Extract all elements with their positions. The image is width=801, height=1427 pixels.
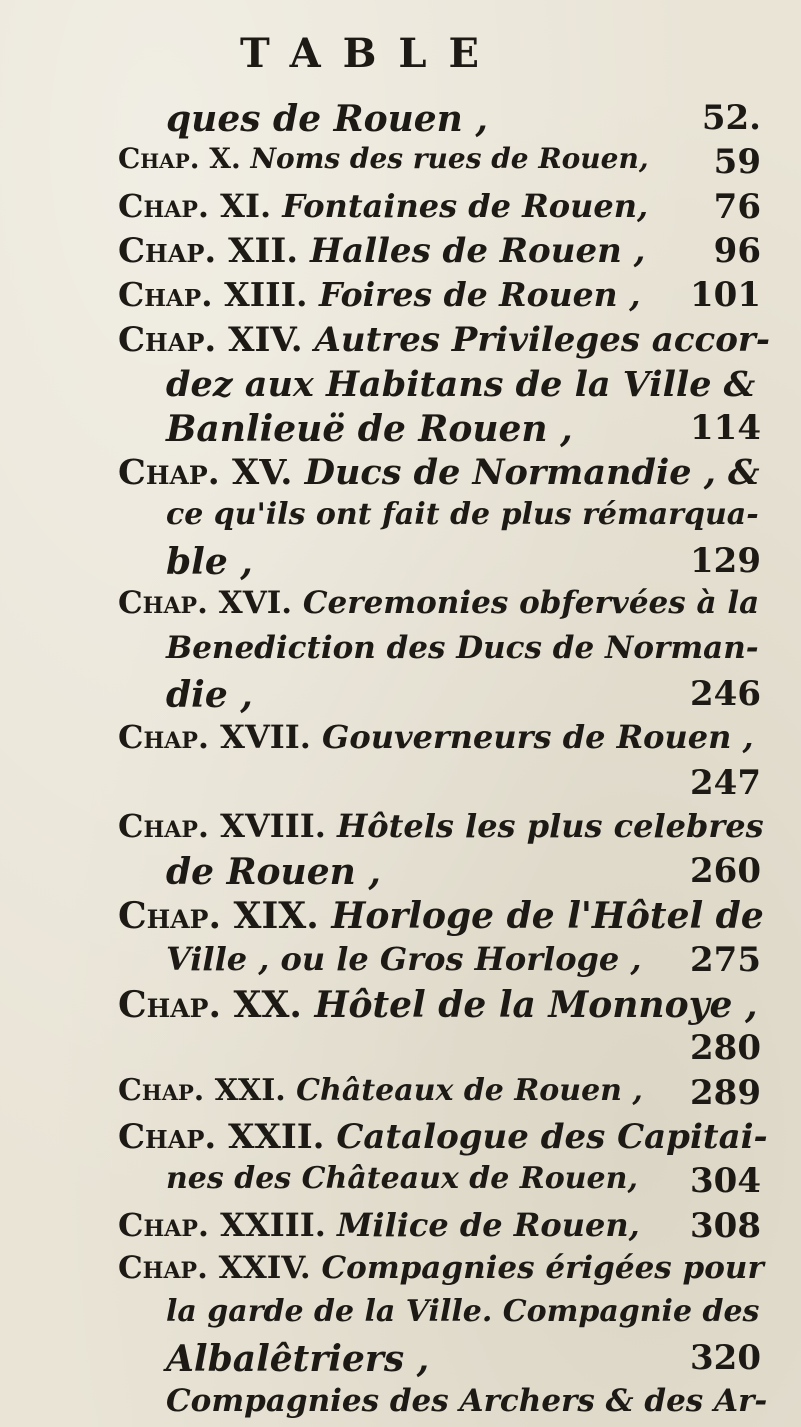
chapter-label: Chap. XIII. xyxy=(118,275,308,315)
chapter-label: Chap. XVI. xyxy=(118,585,293,622)
toc-line xyxy=(118,142,649,175)
chapter-label: Chap. XVIII. xyxy=(118,806,326,845)
toc-page-number: 247 xyxy=(690,762,761,803)
entry-title: Ducs de Normandie , & xyxy=(292,452,760,494)
toc-page-number: 260 xyxy=(690,851,761,892)
chapter-label: Chap. XIV. xyxy=(118,319,303,360)
toc-line xyxy=(118,231,645,271)
toc-line xyxy=(118,718,754,756)
toc-line xyxy=(118,1117,768,1157)
toc-page-number: 114 xyxy=(690,408,761,449)
entry-title: die , xyxy=(166,673,253,716)
toc-line xyxy=(166,541,253,583)
toc-line xyxy=(166,630,759,666)
toc-page-number: 275 xyxy=(690,939,761,980)
entry-title: Banlieuë de Rouen , xyxy=(166,408,573,451)
toc-page-number: 308 xyxy=(690,1205,761,1246)
toc-line xyxy=(166,674,253,716)
toc-line xyxy=(118,984,758,1026)
toc-line xyxy=(166,851,381,893)
toc-page-number: 129 xyxy=(690,541,761,581)
chapter-label: Chap. XXIII. xyxy=(118,1205,326,1244)
toc-page-number: 52. xyxy=(701,98,761,138)
entry-title: Noms des rues de Rouen, xyxy=(240,142,649,176)
entry-title: nes des Châteaux de Rouen, xyxy=(166,1161,638,1197)
entry-title: Châteaux de Rouen , xyxy=(285,1072,643,1108)
toc-page-number: 280 xyxy=(690,1028,761,1069)
entry-title: Hôtels les plus celebres xyxy=(325,806,764,845)
toc-line xyxy=(166,1294,759,1329)
toc-line xyxy=(118,1250,764,1286)
toc-page-number: 320 xyxy=(690,1338,761,1379)
entry-title: Albalêtriers , xyxy=(166,1338,430,1381)
entry-title: Fontaines de Rouen, xyxy=(271,186,649,225)
toc-page-number: 101 xyxy=(690,275,761,316)
running-head: TABLE xyxy=(240,30,502,77)
toc-page-number: 96 xyxy=(713,230,761,271)
toc-line xyxy=(118,275,641,314)
chapter-label: Chap. XV. xyxy=(118,452,293,494)
toc-line xyxy=(118,1073,643,1108)
entry-title: de Rouen , xyxy=(166,851,381,894)
toc-line xyxy=(118,585,759,621)
toc-line xyxy=(166,1161,638,1196)
toc-line xyxy=(118,187,648,225)
toc-line xyxy=(118,895,764,937)
entry-title: Milice de Rouen, xyxy=(325,1205,640,1244)
chapter-label: Chap. X. xyxy=(118,142,241,176)
entry-title: dez aux Habitans de la Ville & xyxy=(166,363,756,405)
entry-title: Benediction des Ducs de Norman- xyxy=(166,629,759,666)
chapter-label: Chap. XXIV. xyxy=(118,1249,311,1286)
entry-title: Autres Privileges accor- xyxy=(302,319,770,360)
entry-title: Catalogue des Capitai- xyxy=(324,1116,768,1157)
toc-line xyxy=(166,364,755,405)
toc-page-number: 59 xyxy=(713,142,761,183)
toc-line xyxy=(166,497,759,532)
entry-title: Ceremonies obfervées à la xyxy=(292,585,760,622)
entry-title: Halles de Rouen , xyxy=(298,230,646,271)
entry-title: la garde de la Ville. Compagnie des xyxy=(166,1294,760,1330)
entry-title: ble , xyxy=(166,541,253,583)
toc-page-number: 246 xyxy=(690,673,761,714)
entry-title: ce qu'ils ont fait de plus rémarqua- xyxy=(166,496,759,532)
toc-line xyxy=(166,1383,767,1419)
chapter-label: Chap. XX. xyxy=(118,984,302,1026)
entry-title: Foires de Rouen , xyxy=(307,275,641,315)
toc-line xyxy=(166,408,573,450)
chapter-label: Chap. XII. xyxy=(118,230,299,271)
entry-title: Hôtel de la Monnoye , xyxy=(301,984,758,1026)
entry-title: ques de Rouen , xyxy=(166,98,488,140)
entry-title: Horloge de l'Hôtel de xyxy=(318,895,764,938)
toc-line xyxy=(166,940,642,978)
chapter-label: Chap. XVII. xyxy=(118,718,311,757)
chapter-label: Chap. XI. xyxy=(118,186,272,225)
toc-line xyxy=(166,1338,429,1380)
toc-line xyxy=(118,807,764,845)
entry-title: Compagnies érigées pour xyxy=(310,1249,764,1286)
toc-line xyxy=(166,98,488,140)
toc-line xyxy=(118,320,770,360)
entry-title: Gouverneurs de Rouen , xyxy=(310,718,754,757)
chapter-label: Chap. XXI. xyxy=(118,1072,286,1108)
toc-page-number: 289 xyxy=(690,1072,761,1113)
chapter-label: Chap. XXII. xyxy=(118,1116,325,1157)
entry-title: Ville , ou le Gros Horloge , xyxy=(166,939,642,978)
chapter-label: Chap. XIX. xyxy=(118,895,319,938)
toc-line xyxy=(118,452,760,493)
entry-title: Compagnies des Archers & des Ar- xyxy=(166,1382,768,1419)
toc-page-number: 76 xyxy=(713,186,761,227)
toc-page-number: 304 xyxy=(690,1161,761,1202)
toc-line xyxy=(118,1206,640,1244)
